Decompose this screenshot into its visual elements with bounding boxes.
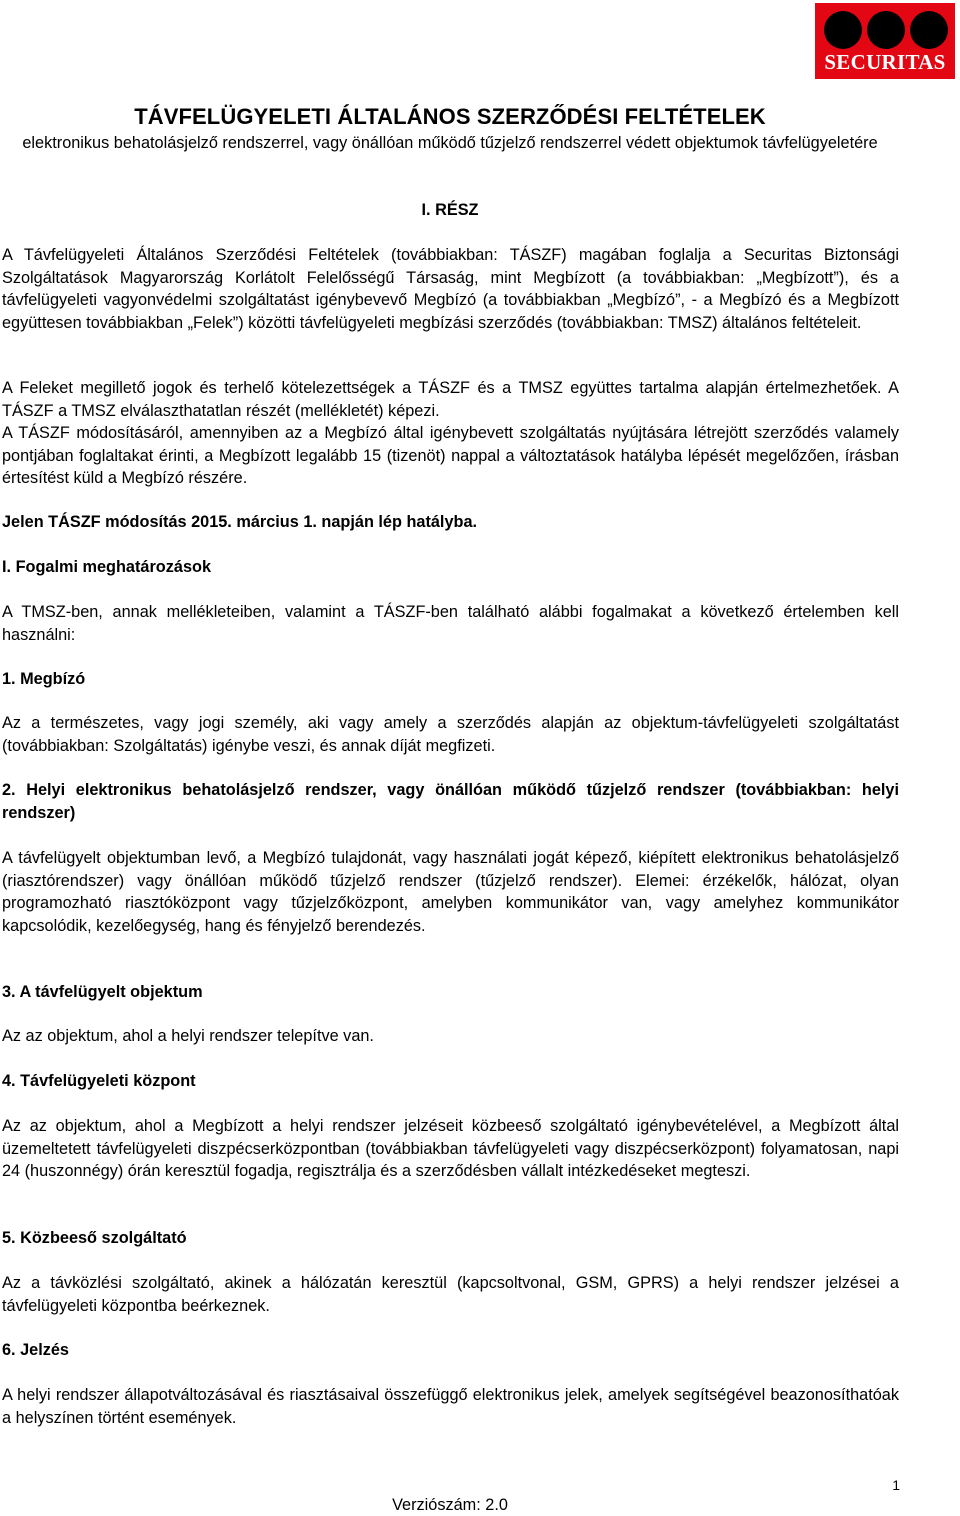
logo-dot-icon: [824, 11, 862, 49]
logo-brand-text: SECURITAS: [824, 50, 946, 74]
definition-title-objektum: 3. A távfelügyelt objektum: [2, 983, 203, 1001]
definition-text-megbizo: Az a természetes, vagy jogi személy, aki vagy amely a szerződés alapján az objektum-távfelügyeleti szolgáltatást (továbbiakban: Szolgáltatás) igénybe veszi, és annak díját megfizeti.: [2, 714, 899, 755]
definition-title-kozbeeso: 5. Közbeeső szolgáltató: [2, 1229, 187, 1247]
effective-date-notice: Jelen TÁSZF módosítás 2015. március 1. napján lép hatályba.: [2, 513, 478, 531]
definitions-heading: I. Fogalmi meghatározások: [2, 558, 211, 576]
document-title: TÁVFELÜGYELETI ÁLTALÁNOS SZERZŐDÉSI FELTÉTELEK: [134, 104, 766, 129]
document-subtitle: elektronikus behatolásjelző rendszerrel, vagy önállóan működő tűzjelző rendszerrel védett objektumok távfelügyeletére: [22, 134, 878, 152]
intro-paragraph-1: A Távfelügyeleti Általános Szerződési Feltételek (továbbiakban: TÁSZF) magában foglalja a Securitas Biztonsági Szolgáltatások Magyarország Korlátolt Felelősségű Társaság, mint Megbízott (a továbbiakban: „Megbízott”), és a távfelügyeleti vagyonvédelmi szolgáltatást igénybevevő Megbízó (a továbbiakban „Megbízó”, - a Megbízó és a Megbízott együttesen továbbiakban „Felek”) közötti távfelügyeleti megbízási szerződés (továbbiakban: TMSZ) általános feltételeit.: [2, 246, 899, 332]
version-number: Verziószám: 2.0: [392, 1496, 508, 1514]
definition-text-helyi-rendszer: A távfelügyelt objektumban levő, a Megbízó tulajdonát, vagy használati jogát képező, kiépített elektronikus behatolásjelző (riasztórendszer) vagy önállóan működő tűzjelző rendszer (tűzjelző rendszer). Elemei: érzékelők, hálózat, olyan programozható riasztóközpont vagy tűzjelzőközpont, amelyben kommunikátor van, vagy amelyhez kommunikátor kapcsolódik, kezelőegység, hang és fényjelző berendezés.: [2, 849, 899, 935]
definition-title-jelzes: 6. Jelzés: [2, 1341, 69, 1359]
logo-dot-icon: [867, 11, 905, 49]
securitas-logo: [815, 3, 955, 79]
definitions-intro: A TMSZ-ben, annak mellékleteiben, valamint a TÁSZF-ben található alábbi fogalmakat a következő értelemben kell használni:: [2, 603, 899, 644]
definition-text-kozbeeso: Az a távközlési szolgáltató, akinek a hálózatán keresztül (kapcsoltvonal, GSM, GPRS) a helyi rendszer jelzései a távfelügyeleti központba beérkeznek.: [2, 1274, 899, 1315]
definition-title-helyi-rendszer: 2. Helyi elektronikus behatolásjelző rendszer, vagy önállóan működő tűzjelző rendszer (továbbiakban: helyi rendszer): [2, 781, 899, 822]
logo-dot-icon: [910, 11, 948, 49]
definition-title-kozpont: 4. Távfelügyeleti központ: [2, 1072, 196, 1090]
intro-paragraph-2: A Feleket megillető jogok és terhelő kötelezettségek a TÁSZF és a TMSZ együttes tartalma alapján értelmezhetőek. A TÁSZF a TMSZ elválaszthatatlan részét (mellékletét) képezi.: [2, 379, 899, 420]
definition-text-objektum: Az az objektum, ahol a helyi rendszer telepítve van.: [2, 1027, 374, 1045]
definition-text-kozpont: Az az objektum, ahol a Megbízott a helyi rendszer jelzéseit közbeeső szolgáltató igénybevételével, a Megbízott által üzemeltetett távfelügyeleti diszpécserközpontban (továbbiakban távfelügyeleti vagy diszpécserközpont) folyamatosan, napi 24 (huszonnégy) órán keresztül fogadja, regisztrálja és a szerződésben vállalt intézkedéseket megteszi.: [2, 1117, 899, 1180]
intro-paragraph-3: A TÁSZF módosításáról, amennyiben az a Megbízó által igénybevett szolgáltatás nyújtására létrejött szerződés valamely pontjában foglaltakat érinti, a Megbízott legalább 15 (tizenöt) nappal a változtatások hatályba lépését megelőzően, írásban értesítést küld a Megbízó részére.: [2, 424, 899, 487]
definition-text-jelzes: A helyi rendszer állapotváltozásával és riasztásaival összefüggő elektronikus jelek, amelyek segítségével beazonosíthatóak a helyszínen történt események.: [2, 1386, 899, 1427]
logo-dots: [824, 11, 948, 51]
definition-title-megbizo: 1. Megbízó: [2, 670, 86, 688]
part-heading: I. RÉSZ: [421, 201, 479, 219]
page-number: 1: [892, 1477, 900, 1493]
